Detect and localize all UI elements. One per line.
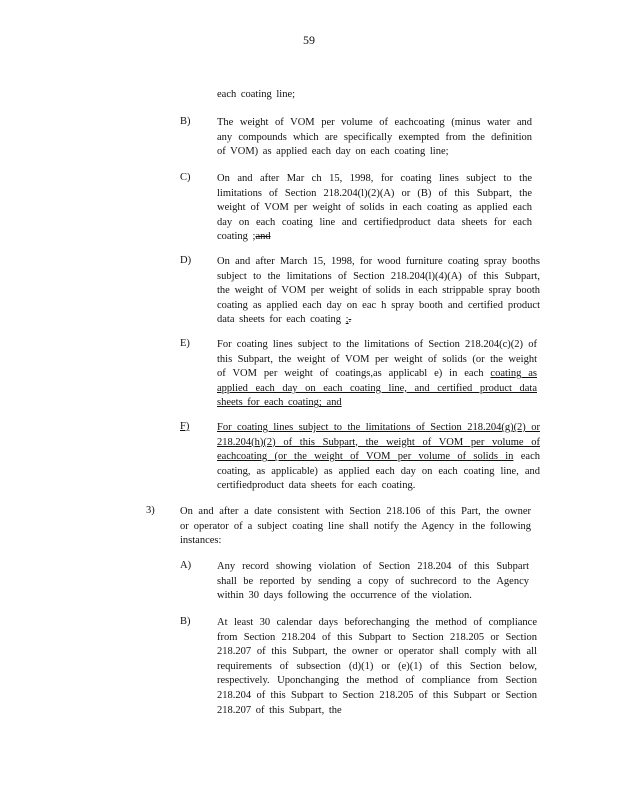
item-label-c: C) <box>180 172 191 183</box>
paragraph-b <box>217 116 532 160</box>
underlined-text: coating as applied each day on each coating line, and certified product data sheets for each coating; and <box>217 368 537 409</box>
underlined-text: ; <box>345 314 349 326</box>
item-label-d: D) <box>180 255 192 266</box>
paragraph-c <box>217 172 532 245</box>
paragraph-continuation <box>217 88 532 103</box>
paragraph-f <box>217 421 540 494</box>
paragraph-b2 <box>217 616 537 718</box>
paragraph-d <box>217 255 540 328</box>
item-label-e: E) <box>180 338 190 349</box>
paragraph-e <box>217 338 537 411</box>
text-segment: each coating line; <box>217 89 296 100</box>
text-segment: On and after March 15, 1998, for wood furniture coating spray booths subject to the limitations of Section 218.204(l)(4)(A) of this Subpart, the weight of VOM per weight of solids in each strippable spray booth coating as applied each day on eac h spray booth and certified product data sheets for each coating <box>217 256 540 326</box>
item-label-3: 3) <box>146 505 155 516</box>
paragraph-3 <box>180 505 531 549</box>
struck-text: . <box>348 314 352 326</box>
text-segment: At least 30 calendar days beforechanging the method of compliance from Section 218.204 of this Subpart to Section 218.205 or Section 218.207 of this Subpart, the owner or operator shall comply with all requirements of subsection (d)(1) or (e)(1) of this Section below, respectively. Uponchanging the method of compliance from Section 218.204 of this Subpart to Section 218.205 of this Subpart or Section 218.207 of this Subpart, the <box>217 617 537 716</box>
text-segment: On and after Mar ch 15, 1998, for coating lines subject to the limitations of Section 218.204(l)(2)(A) or (B) of this Subpart, the weight of VOM per weight of solids in each coating as applied each day on each coating line and certifiedproduct data sheets for each coating ; <box>217 173 532 243</box>
text-segment: For coating lines subject to the limitations of Section 218.204(c)(2) of this Subpart, the weight of VOM per weight of solids (or the weight of VOM per weight of coatings,as applicabl e) in each <box>217 339 537 380</box>
item-label-b2: B) <box>180 616 191 627</box>
underlined-text: For coating lines subject to the limitations of Section 218.204(g)(2) or 218.204(h)(2) of this Subpart, the weight of VOM per volume of eachcoating (or the weight of VOM per volume of solids in <box>217 422 540 463</box>
item-label-b: B) <box>180 116 191 127</box>
page-number: 59 <box>303 33 315 47</box>
item-label-f: F) <box>180 421 190 432</box>
text-segment: each coating, as applicable) as applied each day on each coating line, and certifiedproduct data sheets for each coating. <box>217 451 540 492</box>
text-segment: The weight of VOM per volume of eachcoating (minus water and any compounds which are specifically exempted from the definition of VOM) as applied each day on each coating line; <box>217 117 532 158</box>
struck-text: and <box>255 231 271 243</box>
text-segment: On and after a date consistent with Section 218.106 of this Part, the owner or operator of a subject coating line shall notify the Agency in the following instances: <box>180 506 531 547</box>
item-label-a: A) <box>180 560 192 571</box>
paragraph-a <box>217 560 529 604</box>
text-segment: Any record showing violation of Section 218.204 of this Subpart shall be reported by sending a copy of suchrecord to the Agency within 30 days following the occurrence of the violation. <box>217 561 529 602</box>
